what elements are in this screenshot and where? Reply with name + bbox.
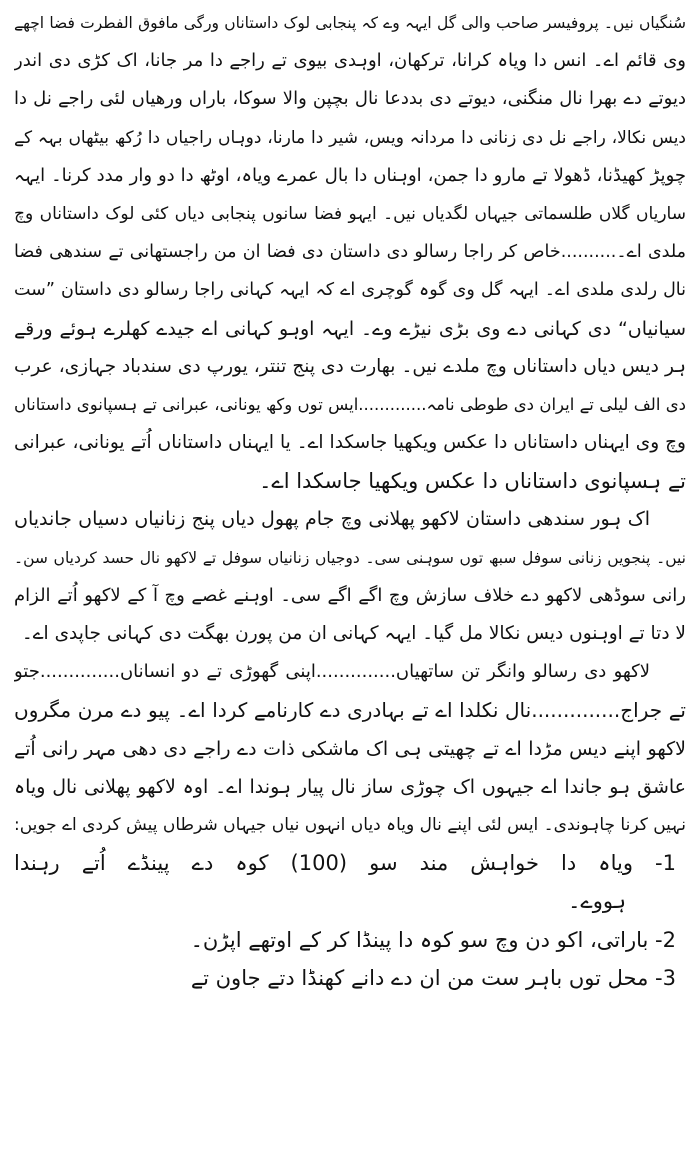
- text-line-7: ملدی اے۔..........خاص کر راجا رسالو دی داستان دی فضا ان من راجستھانی تے سندھی فضا: [14, 242, 686, 263]
- text-line-22: نہیں کرنا چاہوندی۔ ایس لئی اپنے نال ویاہ دیاں انہوں نیاں جیہاں شرطاں پیش کردی اے جویں:: [14, 814, 686, 835]
- text-line-13: تے ہسپانوی داستاناں دا عکس ویکھیا جاسکدا اے۔: [259, 469, 686, 494]
- text-line-11: دی الف لیلی تے ایران دی طوطی نامہ.............ایس توں وکھ یونانی، عبرانی تے ہسپانوی داستاناں: [14, 394, 686, 414]
- text-line-5: چوپڑ کھیڈنا، ڈھولا تے مارو دا جمن، اوہناں دا بال عمرے ویاہ، اوٹھ دا دو وار مدد کرنا۔ ایہہ: [14, 164, 686, 186]
- text-line-8: نال رلدی ملدی اے۔ ایہہ گل وی گوہ گوچری اے کہ ایہہ کہانی راجا رسالو دی داستان ”ست: [14, 280, 686, 301]
- list-item-1-continued: ہووے۔: [568, 889, 626, 914]
- list-item-1: 1- ویاہ دا خواہش مند سو (100) کوہ دے پینڈے اُتے رہندا: [14, 851, 676, 876]
- text-line-10: ہر دیس دیاں داستاناں وچ ملدے نیں۔ بھارت دی پنج تنتر، یورپ دی سندباد جہازی، عرب: [14, 355, 686, 377]
- text-line-9: سیانیاں“ دی کہانی دے وی بڑی نیڑے وے۔ ایہہ اوہو کہانی اے جیدے کھلرے ہوئے ورقے: [14, 317, 686, 340]
- text-line-2: وی قائم اے۔ انس دا ویاہ کرانا، ترکھان، اوہدی بیوی تے راجے دا مر جانا، اک کڑی دی اندر: [14, 50, 686, 72]
- text-line-18: لاکھو دی رسالو وانگر تن ساتھیاں..............اپنی گھوڑی تے دو انساناں..............جتو: [14, 661, 650, 683]
- text-line-20: لاکھو اپنے دیس مڑدا اے تے چھیتی ہی اک ماشکی ذات دے راجے دی دھی مہر رانی اُتے: [14, 737, 686, 760]
- text-line-19: تے جراج..............نال نکلدا اے تے بہادری دے کارنامے کردا اے۔ پیو دے مرن مگروں: [14, 698, 686, 723]
- text-line-6: ساریاں گلاں طلسماتی جیہاں لگدیاں نیں۔ ایہو فضا سانوں پنجابی دیاں کئی لوک داستاناں وچ: [14, 203, 686, 224]
- text-line-15: نیں۔ پنجویں زنانی سوفل سبھ توں سوہنی سی۔ دوجیاں زنانیاں سوفل تے لاکھو نال حسد کردیاں سن۔: [14, 548, 686, 567]
- text-line-14: اک ہور سندھی داستان لاکھو پھلانی وچ جام پھول دیاں پنج زنانیاں دسیاں جاندیاں: [14, 508, 650, 531]
- list-item-2: 2- باراتی، اکو دن وچ سو کوہ دا پینڈا کر کے اوتھے اپڑن۔: [190, 927, 676, 952]
- text-line-21: عاشق ہو جاندا اے جیہوں اک چوڑی ساز نال پیار ہوندا اے۔ اوہ لاکھو پھلانی نال ویاہ: [14, 775, 686, 798]
- text-line-1: سُنگیاں نیں۔ پروفیسر صاحب والی گل ایہہ وے کہ پنجابی لوک داستاناں ورگی مافوق الفطرت فضا اچھے: [14, 14, 686, 32]
- text-line-4: دیس نکالا، راجے نل دی زنانی دا مردانہ ویس، شیر دا مارنا، دوہاں راجیاں دا رُکھ بیٹھاں بہہ کے: [14, 127, 686, 148]
- text-line-12: وچ وی ایہناں داستاناں دا عکس ویکھیا جاسکدا اے۔ یا ایہناں داستاناں اُتے یونانی، عبرانی: [14, 432, 686, 454]
- text-line-16: رانی سوڈھی لاکھو دے خلاف سازش وچ اگے اگے سی۔ اوہنے غصے وچ آ کے لاکھو اُتے الزام: [14, 584, 686, 606]
- list-item-3: 3- محل توں باہر ست من ان دے دانے کھنڈا دتے جاون تے: [190, 965, 676, 990]
- text-line-17: لا دتا تے اوہنوں دیس نکالا مل گیا۔ ایہہ کہانی ان من پورن بھگت دی کہانی جاپدی اے۔: [21, 623, 686, 644]
- text-line-3: دیوتے دے بھرا نال منگنی، دیوتے دی بددعا نال بچپن والا سوکا، باراں ورھیاں لئی راجے نل دا: [14, 88, 686, 110]
